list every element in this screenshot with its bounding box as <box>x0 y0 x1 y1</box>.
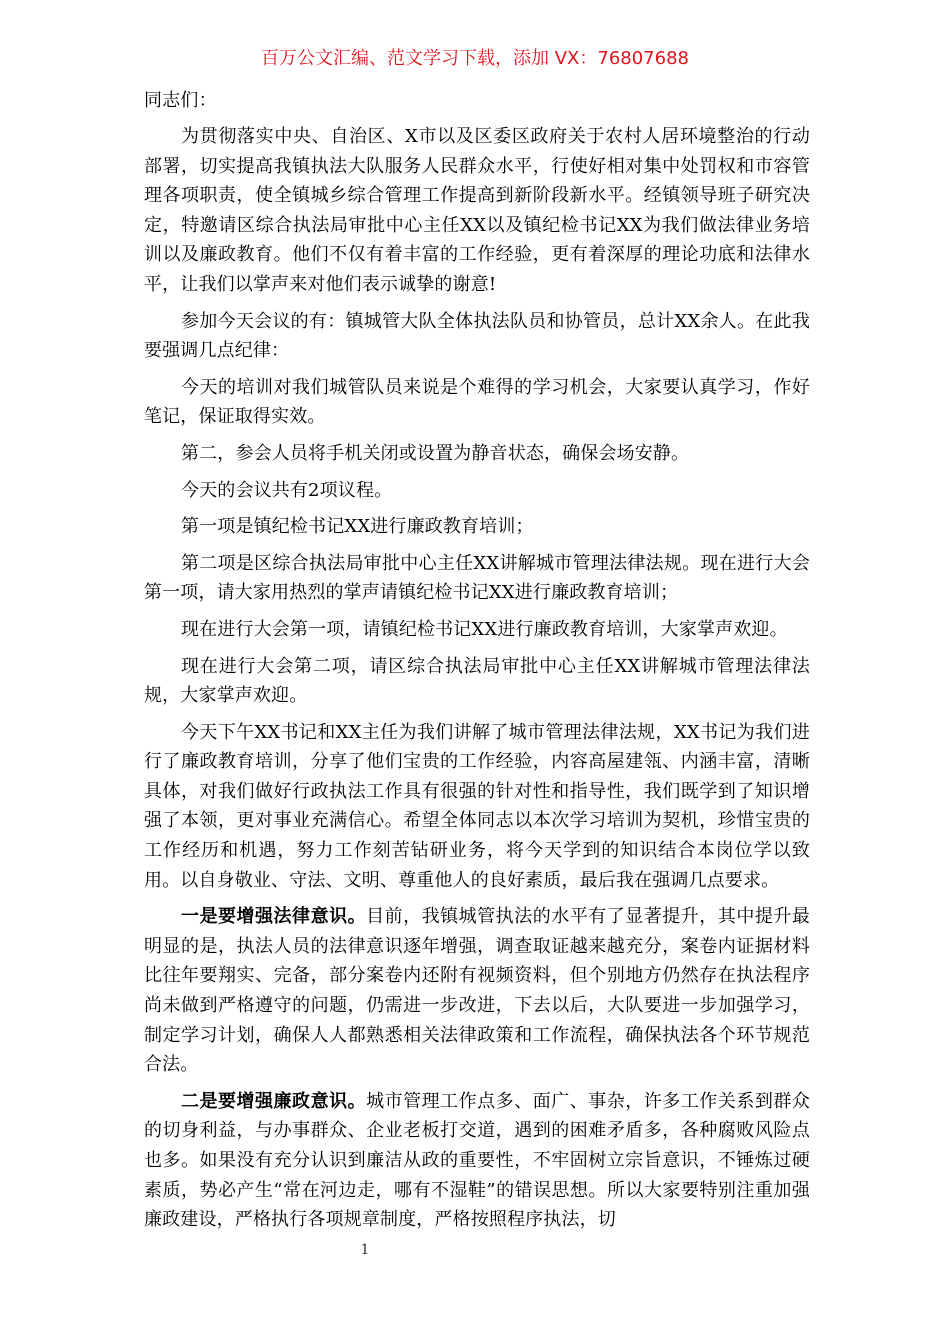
paragraph-agenda-item-1 <box>144 512 810 542</box>
paragraph-requirement-law <box>144 902 810 1080</box>
paragraph-first-session <box>144 615 810 645</box>
paragraph-text: 目前，我镇城管执法的水平有了显著提升，其中提升最明显的是，执法人员的法律意识逐年增强，调查取证越来越充分，案卷内证据材料比往年要翔实、完备，部分案卷内还附有视频资料，但个别地方仍然存在执法程序尚未做到严格遵守的问题，仍需进一步改进，下去以后，大队要进一步加强学习，制定学习计划，确保人人都熟悉相关法律政策和工作流程，确保执法各个环节规范合法。 <box>144 906 810 1076</box>
paragraph-requirement-integrity <box>144 1087 810 1235</box>
paragraph-text: 今天的培训对我们城管队员来说是个难得的学习机会，大家要认真学习，作好笔记，保证取得实效。 <box>144 376 810 428</box>
paragraph-agenda-count <box>144 476 810 506</box>
paragraph-bold-lead: 一是要增强法律意识。 <box>181 906 367 928</box>
paragraph-text: 为贯彻落实中央、自治区、X市以及区委区政府关于农村人居环境整治的行动部署，切实提高我镇执法大队服务人民群众水平，行使好相对集中处罚权和市容管理各项职责，使全镇城乡综合管理工作提高到新阶段新水平。经镇领导班子研究决定，特邀请区综合执法局审批中心主任XX以及镇纪检书记XX为我们做法律业务培训以及廉政教育。他们不仅有着丰富的工作经验，更有着深厚的理论功底和法律水平，让我们以掌声来对他们表示诚挚的谢意! <box>144 126 810 295</box>
paragraph-text: 今天的会议共有2项议程。 <box>181 479 393 501</box>
paragraph-discipline-2 <box>144 439 810 469</box>
paragraph-discipline-1 <box>144 373 810 432</box>
paragraph-agenda-item-2 <box>144 549 810 608</box>
document-page <box>144 86 810 1242</box>
paragraph-text: 现在进行大会第二项，请区综合执法局审批中心主任XX讲解城市管理法律法规，大家掌声欢迎。 <box>144 655 810 707</box>
page-number: 1 <box>360 1242 370 1258</box>
paragraph-bold-lead: 二是要增强廉政意识。 <box>181 1090 367 1112</box>
paragraph-text: 现在进行大会第一项，请镇纪检书记XX进行廉政教育培训，大家掌声欢迎。 <box>181 618 788 640</box>
paragraph-text: 第二，参会人员将手机关闭或设置为静音状态，确保会场安静。 <box>181 442 690 464</box>
paragraph-text: 今天下午XX书记和XX主任为我们讲解了城市管理法律法规，XX书记为我们进行了廉政教育培训，分享了他们宝贵的工作经验，内容高屋建瓴、内涵丰富，清晰具体，对我们做好行政执法工作具有很强的针对性和指导性，我们既学到了知识增强了本领，更对事业充满信心。希望全体同志以本次学习培训为契机，珍惜宝贵的工作经历和机遇，努力工作刻苦钻研业务，将今天学到的知识结合本岗位学以致用。以自身敬业、守法、文明、尊重他人的良好素质，最后我在强调几点要求。 <box>144 721 810 891</box>
download-banner: 百万公文汇编、范文学习下载，添加 VX：76807688 <box>261 48 689 69</box>
paragraph-summary <box>144 718 810 896</box>
paragraph-text: 第二项是区综合执法局审批中心主任XX讲解城市管理法律法规。现在进行大会第一项，请大家用热烈的掌声请镇纪检书记XX进行廉政教育培训； <box>144 552 810 604</box>
paragraph-text: 参加今天会议的有：镇城管大队全体执法队员和协管员，总计XX余人。在此我要强调几点纪律： <box>144 310 810 362</box>
paragraph-intro <box>144 122 810 300</box>
paragraph-second-session <box>144 652 810 711</box>
paragraph-text: 第一项是镇纪检书记XX进行廉政教育培训； <box>181 516 534 538</box>
salutation: 同志们： <box>144 90 217 111</box>
paragraph-attendees <box>144 307 810 366</box>
paragraph-text: 城市管理工作点多、面广、事杂，许多工作关系到群众的切身利益，与办事群众、企业老板打交道，遇到的困难矛盾多，各种腐败风险点也多。如果没有充分认识到廉洁从政的重要性，不牢固树立宗旨意识，不锤炼过硬素质，势必产生“常在河边走，哪有不湿鞋”的错误思想。所以大家要特别注重加强廉政建设，严格执行各项规章制度，严格按照程序执法，切 <box>144 1090 810 1231</box>
